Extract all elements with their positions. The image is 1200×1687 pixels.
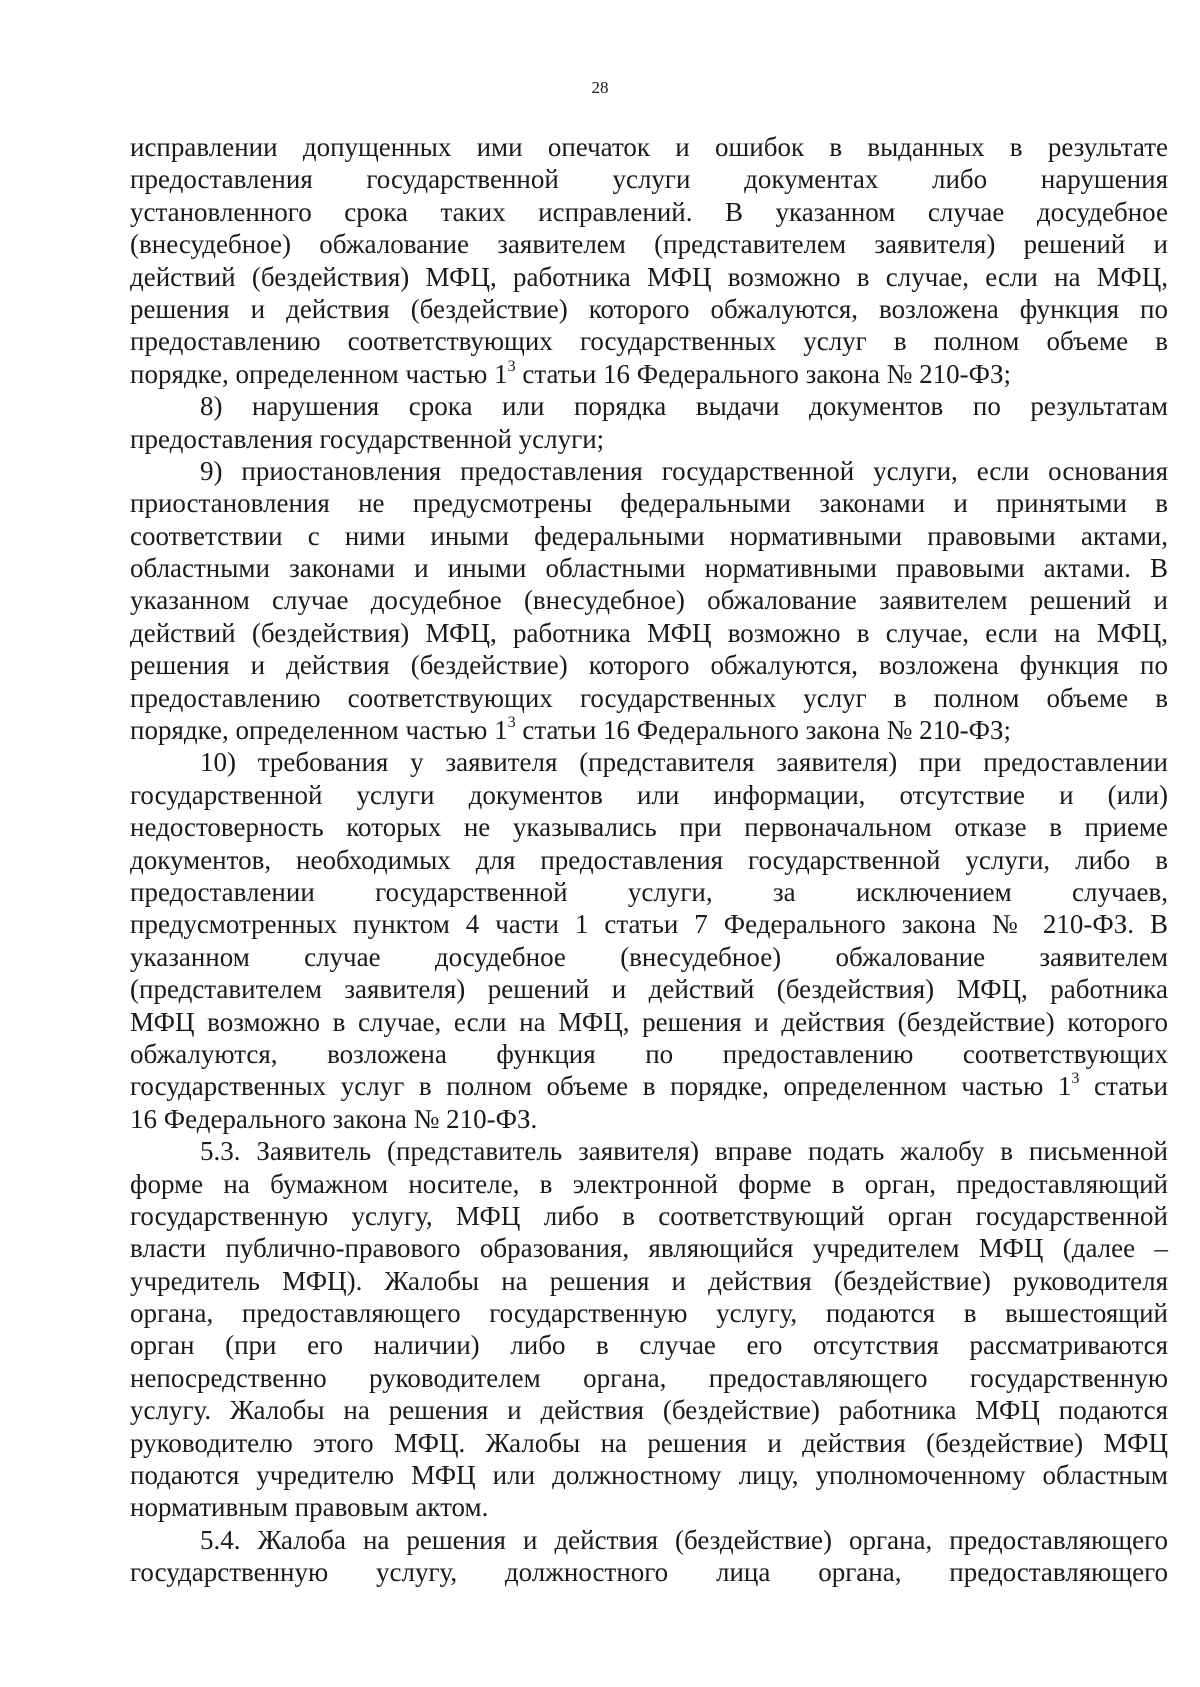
text-line: [130, 1297, 1168, 1329]
text-segment: статьи: [1079, 1071, 1168, 1102]
text-line: [130, 423, 1168, 455]
text-segment: 8) нарушения срока или порядка выдачи документов по результатам: [200, 391, 1168, 422]
text-segment: подаются учредителю МФЦ или должностному лицу, уполномоченному областным: [130, 1460, 1168, 1491]
text-segment: документов, необходимых для предоставления государственной услуги, либо в: [130, 844, 1168, 875]
text-segment: услугу. Жалобы на решения и действия (бездействие) работника МФЦ подаются: [130, 1395, 1168, 1426]
text-segment: предоставлении государственной услуги, за исключением случаев,: [130, 876, 1168, 907]
text-segment: орган (при его наличии) либо в случае его отсутствия рассматриваются: [130, 1330, 1168, 1361]
text-line: [130, 1394, 1168, 1426]
text-segment: недостоверность которых не указывались при первоначальном отказе в приеме: [130, 812, 1168, 843]
text-line: [130, 1491, 1168, 1523]
text-segment: установленного срока таких исправлений. В указанном случае досудебное: [130, 196, 1168, 227]
text-segment: 9) приостановления предоставления государственной услуги, если основания: [200, 455, 1168, 486]
text-segment: решения и действия (бездействие) которого обжалуются, возложена функция по: [130, 650, 1168, 681]
text-line: [130, 876, 1168, 908]
text-line: [130, 1070, 1168, 1102]
text-line: [130, 1038, 1168, 1070]
text-line: [130, 908, 1168, 940]
text-line: [130, 487, 1168, 519]
text-line: [130, 1006, 1168, 1038]
text-line: [130, 293, 1168, 325]
page-number: 28: [591, 78, 609, 97]
text-line: [130, 131, 1168, 163]
text-segment: государственную услугу, должностного лица органа, предоставляющего: [130, 1557, 1168, 1588]
text-segment: предоставлению соответствующих государственных услуг в полном объеме в: [130, 682, 1168, 713]
text-line: [130, 973, 1168, 1005]
text-segment: учредитель МФЦ). Жалобы на решения и действия (бездействие) руководителя: [130, 1265, 1168, 1296]
text-line: [130, 584, 1168, 616]
text-line: [130, 1362, 1168, 1394]
text-line: [130, 649, 1168, 681]
text-segment: 5.3. Заявитель (представитель заявителя) вправе подать жалобу в письменной: [200, 1136, 1168, 1167]
text-line: [130, 358, 1168, 390]
text-segment: областными законами и иными областными нормативными правовыми актами. В: [130, 553, 1168, 584]
text-line: [130, 1427, 1168, 1459]
text-line: [130, 617, 1168, 649]
text-segment: обжалуются, возложена функция по предоставлению соответствующих: [130, 1038, 1168, 1069]
text-segment: порядке, определенном частью 1: [130, 358, 508, 389]
text-segment: государственных услуг в полном объеме в порядке, определенном частью 1: [130, 1071, 1072, 1102]
text-segment: предоставления государственной услуги документах либо нарушения: [130, 164, 1168, 195]
text-line: [130, 1265, 1168, 1297]
text-line: [130, 1329, 1168, 1361]
text-segment: приостановления не предусмотрены федеральными законами и принятыми в: [130, 488, 1168, 519]
text-segment: предоставлению соответствующих государственных услуг в полном объеме в: [130, 326, 1168, 357]
text-line: [130, 520, 1168, 552]
text-line: [130, 844, 1168, 876]
text-segment: МФЦ возможно в случае, если на МФЦ, решения и действия (бездействие) которого: [130, 1006, 1168, 1037]
text-line: [130, 1103, 1168, 1135]
text-line: [130, 1524, 1168, 1556]
text-segment: (внесудебное) обжалование заявителем (представителем заявителя) решений и: [130, 229, 1168, 260]
text-line: [130, 552, 1168, 584]
text-segment: статьи 16 Федерального закона № 210-ФЗ;: [515, 358, 1012, 389]
text-line: [130, 390, 1168, 422]
text-segment: указанном случае досудебное (внесудебное) обжалование заявителем решений и: [130, 585, 1168, 616]
text-segment: предоставления государственной услуги;: [130, 423, 605, 454]
text-line: [130, 228, 1168, 260]
superscript: 3: [507, 714, 516, 732]
text-segment: действий (бездействия) МФЦ, работника МФЦ возможно в случае, если на МФЦ,: [130, 261, 1168, 292]
text-line: [130, 941, 1168, 973]
text-line: [130, 1168, 1168, 1200]
text-segment: действий (бездействия) МФЦ, работника МФЦ возможно в случае, если на МФЦ,: [130, 617, 1168, 648]
text-line: [130, 779, 1168, 811]
text-segment: форме на бумажном носителе, в электронной форме в орган, предоставляющий: [130, 1168, 1168, 1199]
text-segment: (представителем заявителя) решений и действий (бездействия) МФЦ, работника: [130, 974, 1168, 1005]
text-line: [130, 163, 1168, 195]
text-line: [130, 1200, 1168, 1232]
text-line: [130, 325, 1168, 357]
text-segment: нормативным правовым актом.: [130, 1492, 489, 1523]
text-line: [130, 1232, 1168, 1264]
text-line: [130, 746, 1168, 778]
text-segment: 5.4. Жалоба на решения и действия (бездействие) органа, предоставляющего: [200, 1524, 1168, 1555]
text-segment: власти публично-правового образования, являющийся учредителем МФЦ (далее –: [130, 1233, 1168, 1264]
text-line: [130, 455, 1168, 487]
text-line: [130, 811, 1168, 843]
text-segment: исправлении допущенных ими опечаток и ошибок в выданных в результате: [130, 132, 1168, 162]
text-segment: соответствии с ними иными федеральными нормативными правовыми актами,: [130, 520, 1168, 551]
text-line: [130, 196, 1168, 228]
text-line: [130, 682, 1168, 714]
text-line: [130, 714, 1168, 746]
text-segment: 16 Федерального закона № 210-ФЗ.: [130, 1103, 538, 1134]
text-line: [130, 261, 1168, 293]
text-segment: государственной услуги документов или информации, отсутствие и (или): [130, 779, 1168, 810]
text-segment: статьи 16 Федерального закона № 210-ФЗ;: [515, 715, 1012, 746]
text-line: [130, 1556, 1168, 1588]
text-line: [130, 1135, 1168, 1167]
text-segment: руководителю этого МФЦ. Жалобы на решения и действия (бездействие) МФЦ: [130, 1427, 1168, 1458]
superscript: 3: [1071, 1070, 1080, 1088]
text-line: [130, 1459, 1168, 1491]
document-body: [130, 131, 1168, 1589]
text-segment: государственную услугу, МФЦ либо в соответствующий орган государственной: [130, 1200, 1168, 1231]
text-segment: порядке, определенном частью 1: [130, 715, 508, 746]
text-segment: предусмотренных пунктом 4 части 1 статьи 7 Федерального закона № 210-ФЗ. В: [130, 909, 1168, 940]
superscript: 3: [507, 357, 516, 375]
text-segment: решения и действия (бездействие) которого обжалуются, возложена функция по: [130, 293, 1168, 324]
text-segment: органа, предоставляющего государственную услугу, подаются в вышестоящий: [130, 1298, 1168, 1329]
text-segment: 10) требования у заявителя (представителя заявителя) при предоставлении: [200, 747, 1168, 778]
text-segment: указанном случае досудебное (внесудебное) обжалование заявителем: [130, 941, 1168, 972]
text-segment: непосредственно руководителем органа, предоставляющего государственную: [130, 1362, 1168, 1393]
